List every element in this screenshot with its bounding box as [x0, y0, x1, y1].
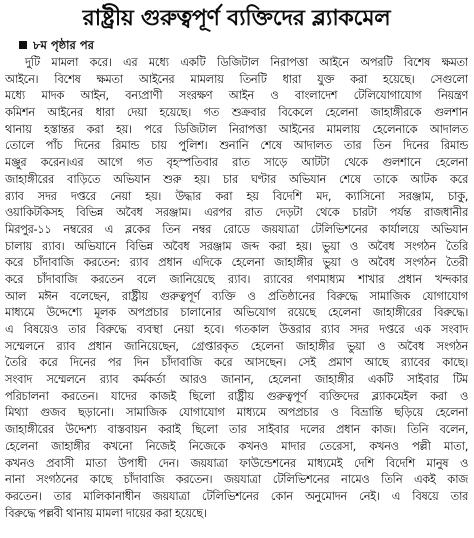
body-line: হেলেনা জাহাঙ্গীর কখনো নিজেই নিজেকে কখনও মাদার তেরেসা, কখনও পল্লী মাতা,	[5, 438, 468, 453]
headline: রাষ্ট্রীয় গুরুত্বপূর্ণ ব্যক্তিদের ব্ল্যাকমেল	[82, 6, 391, 31]
body-line: করে চাঁদাবাজি করতেন বলে জানিয়েছে র‍্যাব। র‍্যাবের গণমাধ্যম শাখার প্রধান খন্দকার	[5, 271, 468, 286]
body-line: দুটি মামলা করে। এর মধ্যে একটি ডিজিটাল নিরাপত্তা আইনে অপরটি বিশেষ ক্ষমতা	[25, 55, 468, 69]
body-line: আইনে। বিশেষ ক্ষমতা আইনের মামলায় তিনটি ধারা যুক্ত করা হয়েছে। সেগুলো	[5, 71, 468, 86]
body-line: জাহাঙ্গীরের বাড়িতে অভিযান শুরু হয়। চার ঘণ্টার অভিযান শেষে তাকে আটক করে	[5, 171, 468, 186]
body-line: কমিশন আইনের ধারা দেয়া হয়েছে। গত শুক্রবার বিকেলে হেলেনা জাহাঙ্গীরকে গুলশান	[5, 105, 468, 120]
continuation-label: ৮ম পৃষ্ঠার পর	[33, 38, 94, 52]
body-line: তোলে পাঁচ দিনের রিমান্ড চায় পুলিশ। শুনানি শেষে আদালত তার তিন দিনের রিমান্ড	[5, 138, 468, 153]
body-line: মিরপুর-১১ নম্বরের এ ব্লকের তিন নম্বর রোডে জয়যাত্রা টেলিভিশনের কার্যালয়ে অভিযান	[5, 221, 468, 236]
body-line: সংবাদ সম্মেলনে র‍্যাব কর্মকর্তা আরও জানান, হেলেনা জাহাঙ্গীর একটি সাইবার টিম	[5, 372, 468, 387]
body-line: মাধ্যমে উদ্দেশ্যে মূলক অপপ্রচার চালানোর অভিযোগ রয়েছে হেলেনা জাহাঙ্গীরের বিরুদ্ধে।	[5, 305, 468, 320]
body-line: থানায় হস্তান্তর করা হয়। পরে ডিজিটাল নিরাপত্তা আইনের মামলায় হেলেনাকে আদালত	[5, 121, 468, 136]
body-line: বিরুদ্ধে পল্লবী থানায় মামলা দায়ের করা হয়েছে।	[5, 505, 207, 520]
body-line: মঞ্জুর করেন।এর আগে গত বৃহস্পতিবার রাত সাড়ে আটটা থেকে গুলশানে হেলেনা	[5, 155, 468, 170]
body-line: জাহাঙ্গীরের উদ্দেশ্য বাস্তবায়ন করাই ছিলো তার সাইবার দলের প্রধান কাজ। তিনি বলেন,	[5, 422, 468, 437]
body-line: ওয়াকিটকিসহ বিভিন্ন অবৈধ সরঞ্জাম। এরপর রাত দেড়টা থেকে চারটা পর্যন্ত রাজধানীর	[5, 205, 468, 220]
square-bullet-icon	[19, 41, 27, 49]
body-line: করতেন। তার মালিকানাধীন জয়যাত্রা টেলিভিশনের কোন অনুমোদন নেই। এ বিষয়ে তার	[5, 488, 468, 503]
body-line: নানা সংগঠনের কাছে চাঁদাবাজি করতেন। জয়যাত্রা টেলিভিশনের নামেও তিনি একই কাজ	[5, 472, 468, 487]
body-line: সম্মেলনে র‍্যাব প্রধান জানিয়েছেন, গ্রেপ্তারকৃত হেলেনা জাহাঙ্গীর ভুয়া ও অবৈধ সংগঠন	[5, 338, 468, 353]
body-line: মিথ্যা গুজব ছড়ানো। সামাজিক যোগাযোগ মাধ্যমে অপপ্রচার ও বিভ্রান্তি ছড়িয়ে হেলেনা	[5, 405, 468, 420]
body-line: করে চাঁদাবাজি করতেন: র‍্যাব প্রধান এদিকে হেলেনা জাহাঙ্গীর ভুয়া ও অবৈধ সংগঠন তৈরী	[5, 255, 468, 270]
body-line: পরিচালনা করতেন। যাদের কাজই ছিলো রাষ্ট্রীয় গুরুত্বপূর্ণ ব্যক্তিদের ব্ল্যাকমেইল করা ও	[5, 388, 468, 403]
article-body	[5, 54, 468, 521]
body-line: এ বিষয়েও তার বিরুদ্ধে ব্যবস্থা নেয়া হবে। গতকাল উত্তরার র‍্যাব সদর দপ্তরে এক সংবাদ	[5, 322, 468, 336]
body-line: র‍্যাব সদর দপ্তরে নেয়া হয়। উদ্ধার করা হয় বিদেশি মদ, ক্যাসিনো সরঞ্জাম, চাকু,	[5, 188, 468, 203]
continuation-note	[5, 37, 468, 53]
body-line: মধ্যে মাদক আইন, বন্যপ্রাণী সংরক্ষণ আইন ও বাংলাদেশ টেলিযোগাযোগ নিয়ন্ত্রণ	[5, 88, 468, 103]
body-line: আল মঈন বলেছেন, রাষ্ট্রীয় গুরুত্বপূর্ণ ব্যক্তি ও প্রতিষ্ঠানের বিরুদ্ধে সামাজিক যোগাযোগ	[5, 288, 468, 303]
body-line: তৈরি করে দিনের পর দিন চাঁদাবাজি করে আসছেন। সেই প্রমাণ আছে র‍্যাবের কাছে।	[5, 355, 468, 370]
body-line: চালায় র‍্যাব। অভিযানে বিভিন্ন অবৈধ সরঞ্জাম জব্দ করা হয়। ভুয়া ও অবৈধ সংগঠন তৈরি	[5, 238, 468, 253]
body-line: কখনও প্রবাসী মাতা উপাধী দেন। জয়যাত্রা ফাউন্ডেশনের মাধ্যমেই দেশি বিদেশি মানুষ ও	[5, 455, 468, 470]
